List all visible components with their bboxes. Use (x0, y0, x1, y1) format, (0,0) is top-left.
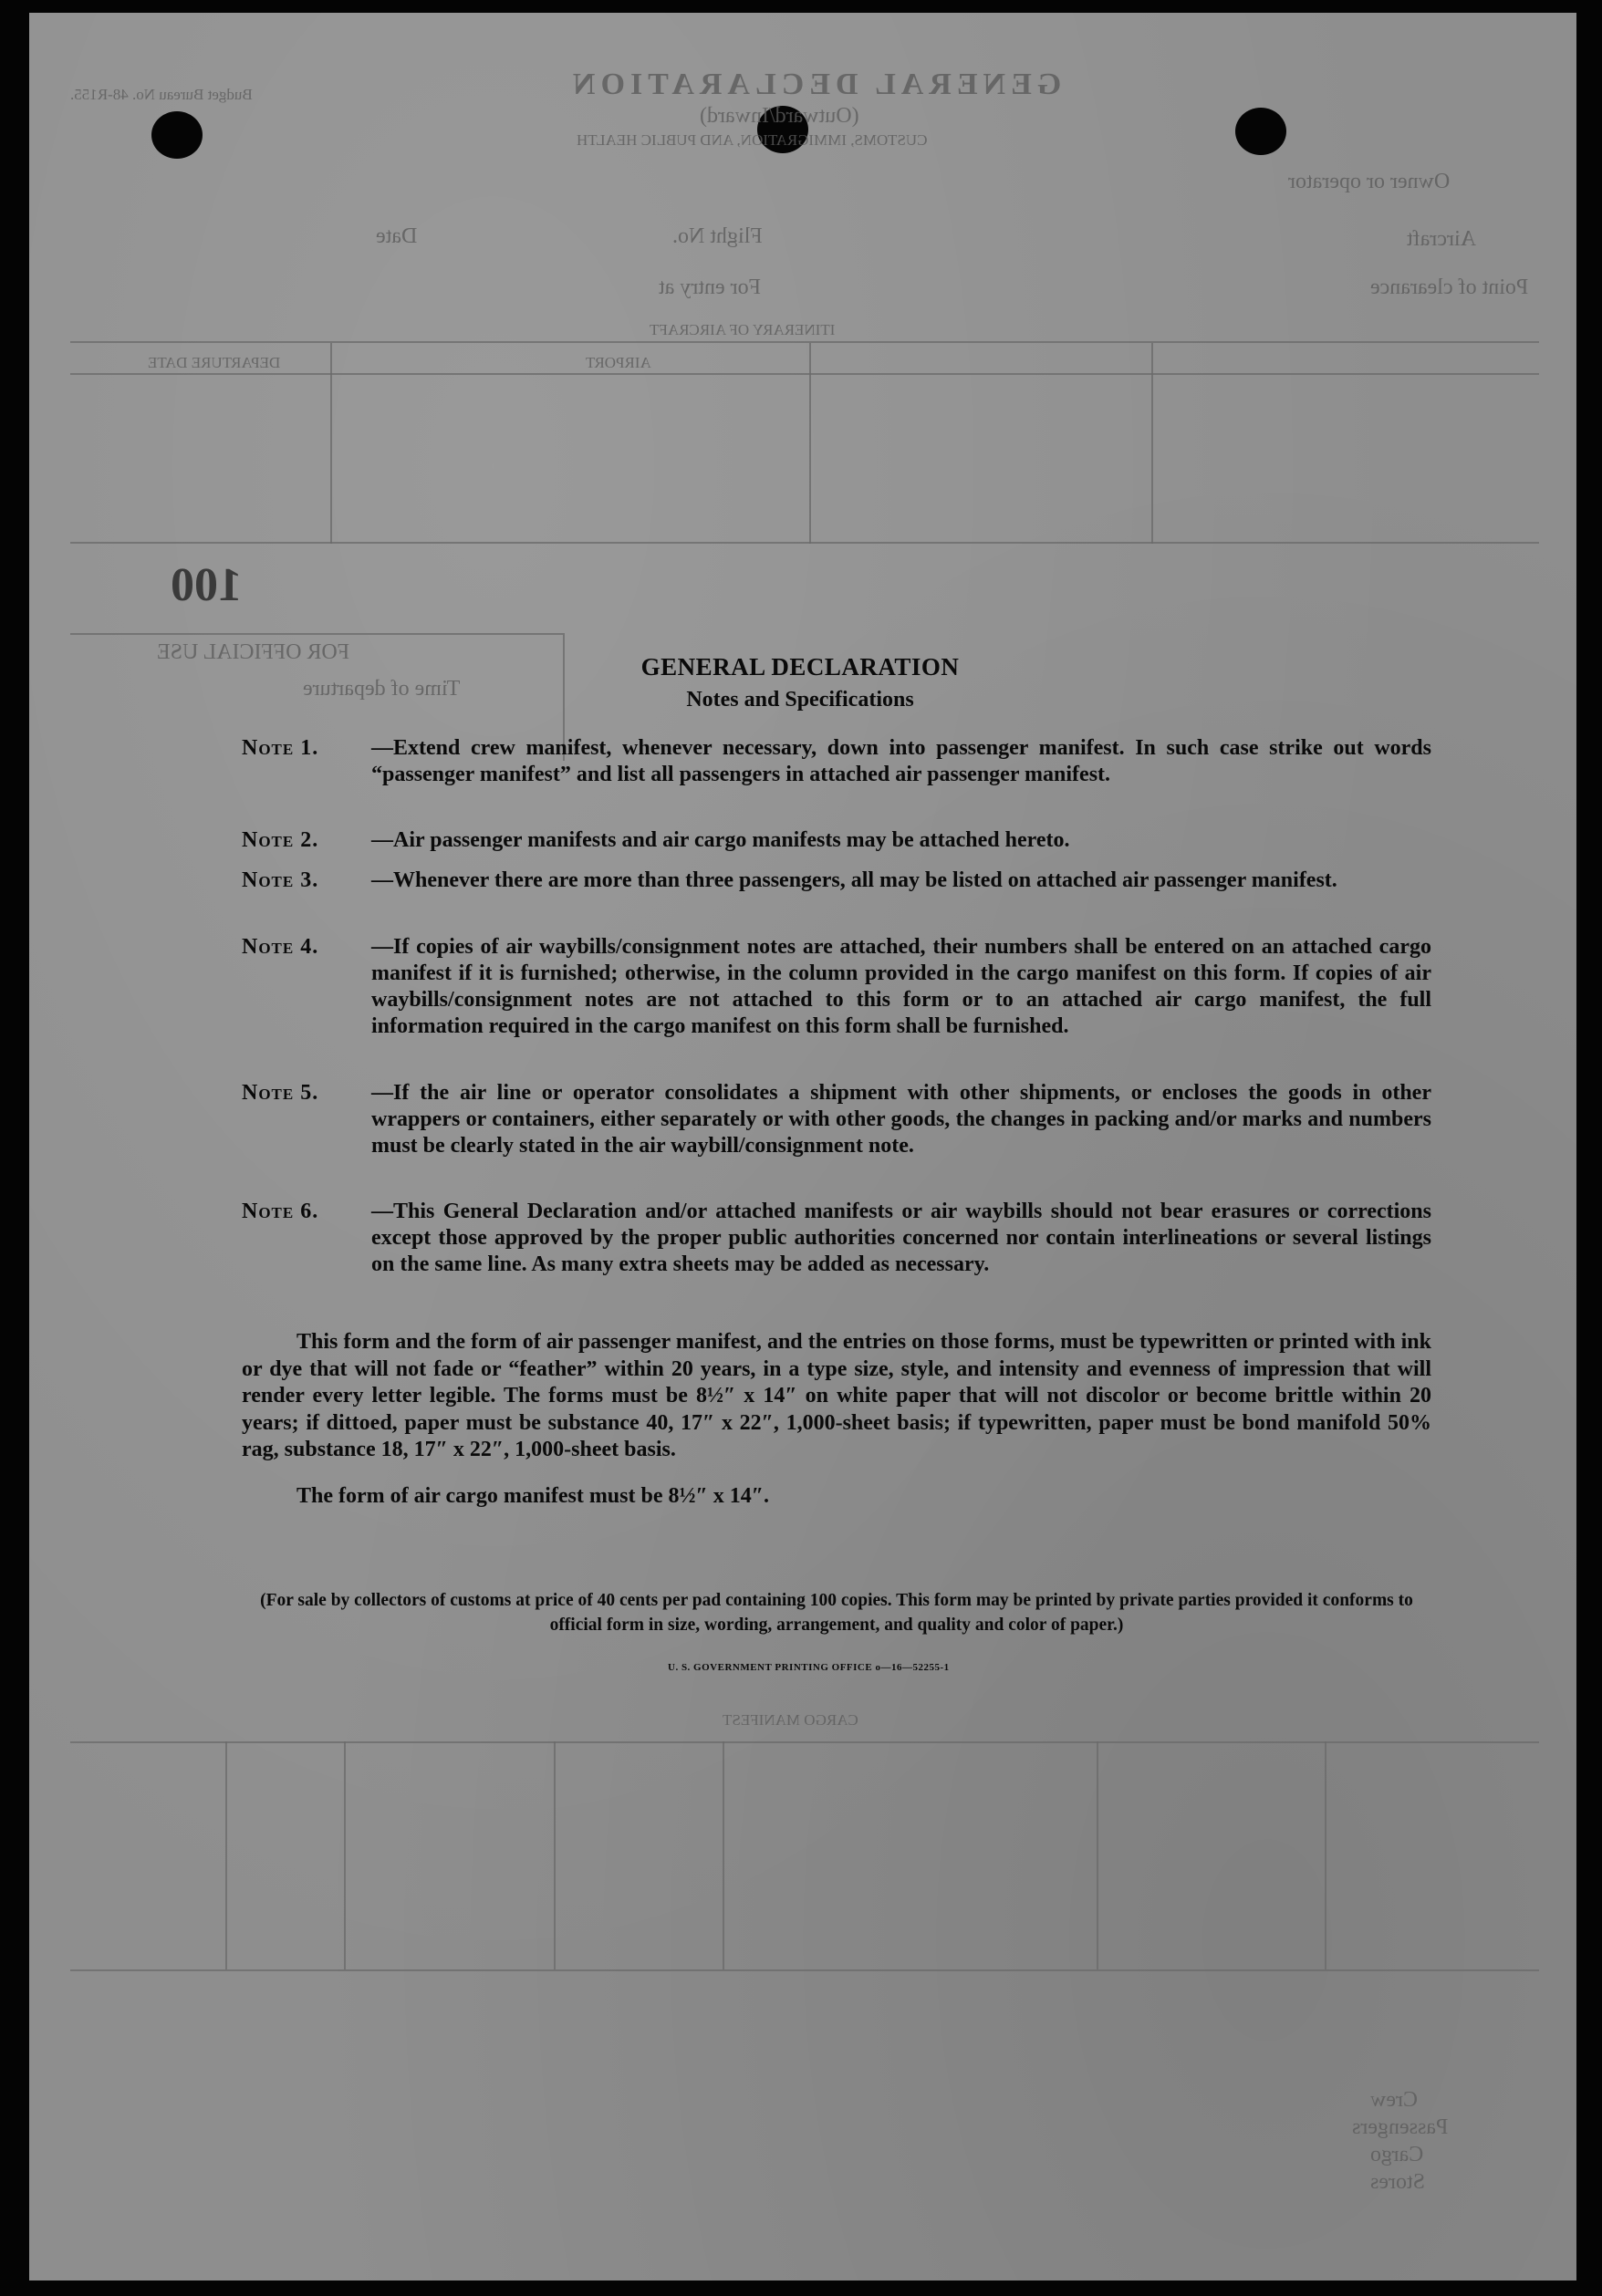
reverse-aircraft: Aircraft (1407, 227, 1476, 251)
reverse-airport: AIRPORT (586, 354, 651, 371)
reverse-entry: For entry at (659, 275, 761, 299)
spec-paragraph: This form and the form of air passenger manifest, and the entries on those forms, must be typewritten or printed with ink or dye that will not fade or “feather” within 20 years, in a type size, style, and intensity and evenness of impression that will render every letter legible. The forms must be 8½″ x 14″ on white paper that will not discolor or become brittle within 20 years; if dittoed, paper must be substance 40, 17″ x 22″, 1,000-sheet basis; if typewritten, paper must be bond manifold 50% rag, substance 18, 17″ x 22″, 1,000-sheet basis. (242, 1330, 1431, 1461)
reverse-cargo-col-2 (344, 1741, 346, 1969)
reverse-official: FOR OFFICIAL USE (157, 640, 350, 664)
cargo-size-line: The form of air cargo manifest must be 8½″ x 14″. (296, 1484, 769, 1508)
note-text: —Whenever there are more than three passengers, all may be listed on attached air passenger manifest. (371, 868, 1337, 892)
reverse-cargo-col-1 (225, 1741, 227, 1969)
note-label: Note 3. (242, 868, 319, 892)
reverse-cargo-col-3 (554, 1741, 556, 1969)
note-3 (242, 867, 1431, 894)
note-2 (242, 827, 1431, 854)
note-text: —If the air line or operator consolidates a shipment with other shipments, or encloses the goods in other wrappers or containers, either separately or with other goods, the changes in packing and/or marks and numbers must be clearly stated in the air waybill/consignment note. (371, 1081, 1431, 1158)
reverse-official-box (70, 633, 563, 635)
note-4 (242, 934, 1431, 1040)
reverse-col-3 (1151, 343, 1153, 544)
reverse-rule (70, 341, 1539, 343)
reverse-col-1 (330, 343, 332, 544)
note-label: Note 5. (242, 1081, 319, 1105)
note-1 (242, 735, 1431, 788)
reverse-cargo: Cargo (1370, 2143, 1424, 2166)
punch-hole-left (151, 111, 203, 159)
note-text: —Extend crew manifest, whenever necessary, down into passenger manifest. In such case strike out words “passenger manifest” and list all passengers in attached air passenger manifest. (371, 736, 1431, 786)
page-subtitle: Notes and Specifications (686, 688, 914, 712)
page-title: GENERAL DECLARATION (640, 653, 960, 680)
reverse-subtitle: (Outward/Inward) (700, 104, 859, 128)
reverse-crew: Crew (1370, 2088, 1418, 2112)
reverse-title: GENERAL DECLARATION (567, 68, 1062, 101)
printing-office-imprint: U. S. GOVERNMENT PRINTING OFFICE o—16—52255-1 (668, 1662, 950, 1673)
note-text: —This General Declaration and/or attached manifests or air waybills should not bear erasures or corrections except those approved by the proper public authorities concerned nor contain interlineations or several listings on the same line. As many extra sheets may be added as necessary. (371, 1200, 1431, 1276)
reverse-cargo-col-6 (1325, 1741, 1326, 1969)
reverse-col-2 (809, 343, 811, 544)
note-label: Note 6. (242, 1200, 319, 1223)
reverse-budget: Budget Bureau No. 48-R155. (70, 86, 253, 103)
reverse-dep-date: DEPARTURE DATE (148, 354, 281, 371)
reverse-agency: CUSTOMS, IMMIGRATION, AND PUBLIC HEALTH (577, 131, 928, 149)
note-text: —If copies of air waybills/consignment notes are attached, their numbers shall be entered on an attached cargo manifest if it is furnished; otherwise, in the column provided in the cargo manifest on this form. If copies of air waybills/consignment notes are not attached to this form or to an attached air cargo manifest, the full information required in the cargo manifest on this form shall be furnished. (371, 935, 1431, 1038)
reverse-cargo-manifest: CARGO MANIFEST (723, 1711, 858, 1729)
note-label: Note 2. (242, 828, 319, 852)
reverse-flight: Flight No. (672, 224, 763, 248)
note-text: —Air passenger manifests and air cargo manifests may be attached hereto. (371, 828, 1070, 852)
reverse-table-box (70, 373, 1539, 375)
note-label: Note 4. (242, 935, 319, 959)
reverse-cargo-bottom (70, 1969, 1539, 1971)
reverse-stores: Stores (1370, 2170, 1425, 2194)
reverse-cargo-col-5 (1097, 1741, 1098, 1969)
reverse-stamp: 100 (171, 559, 242, 611)
reverse-time-dep: Time of departure (303, 677, 461, 701)
note-6 (242, 1199, 1431, 1278)
reverse-point: Point of clearance (1370, 275, 1529, 299)
punch-hole-right (1235, 108, 1286, 155)
reverse-date: Date (376, 224, 418, 248)
sale-note: (For sale by collectors of customs at price of 40 cents per pad containing 100 copies. This form may be printed by private parties provided it conforms to official form in size, wording, arrangement, and quality and color of paper.) (260, 1591, 1413, 1635)
note-5 (242, 1080, 1431, 1159)
document-sheet (29, 13, 1576, 2280)
reverse-cargo-col-4 (723, 1741, 724, 1969)
reverse-itinerary: ITINERARY OF AIRCRAFT (650, 321, 836, 338)
reverse-table-bottom (70, 542, 1539, 544)
reverse-passengers: Passengers (1352, 2115, 1449, 2139)
note-label: Note 1. (242, 736, 319, 760)
reverse-cargo-top (70, 1741, 1539, 1743)
reverse-owner: Owner or operator (1288, 170, 1451, 193)
